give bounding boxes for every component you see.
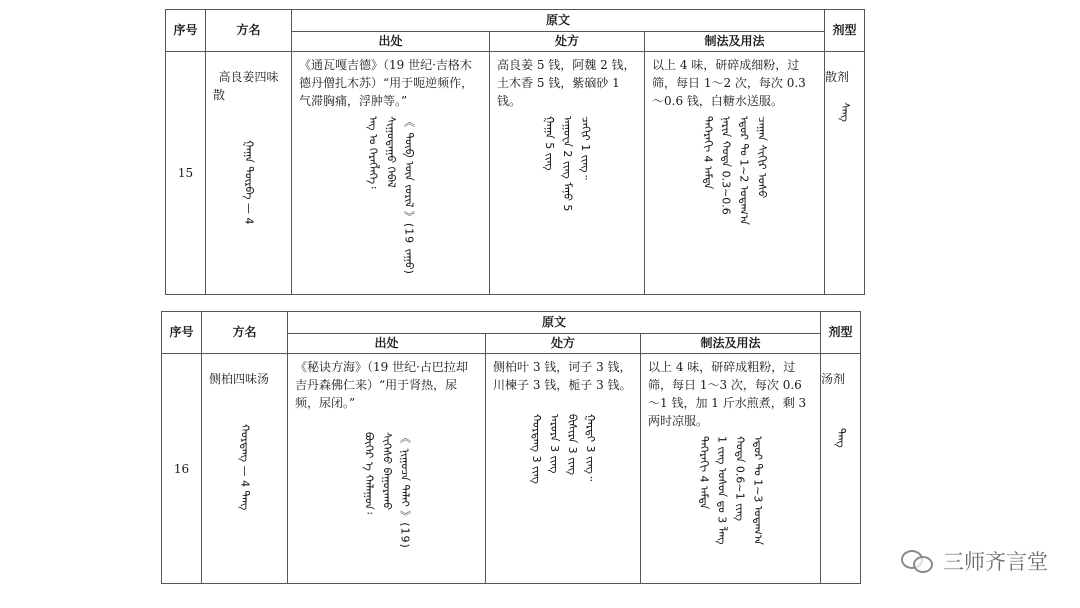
- header-index: 序号: [162, 312, 202, 354]
- source-cn: 《秘诀方海》（19 世纪·占巴拉却吉丹森佛仁来）“用于肾热，尿频，尿闭。”: [295, 360, 468, 410]
- cell-name: [202, 354, 288, 584]
- cell-source: [288, 354, 486, 584]
- header-form: 剂型: [821, 312, 861, 354]
- header-method: 制法及用法: [645, 32, 825, 52]
- cell-name: [206, 52, 292, 295]
- cell-form: [821, 354, 861, 584]
- cell-index: [166, 52, 206, 295]
- formula-table-16: [161, 311, 861, 584]
- index-text: 15: [177, 166, 194, 180]
- header-source: 出处: [292, 32, 490, 52]
- header-index: 序号: [166, 10, 206, 52]
- source-mongolian: ᠡᠩ ᠤ ᠬᠡᠷᠡᠭᠯᠡᠭᠡ᠄ ᠰᠢᠭᠤᠳᠠᠭᠤ ᠬᠡᠪᠡᠯ 《 ᠲᠥᠪ ᠦᠨ ᠵᠤᠷᠢᠯ 》(19 ᠵᠠᠭᠤ): [366, 116, 416, 275]
- cell-prescription: [486, 354, 641, 584]
- method-cn: 以上 4 味，研碎成粗粉，过筛，每日 1～3 次，每次 0.6～1 钱，加 1 斤水煎煮，剩 3 两时凉服。: [648, 360, 807, 428]
- cell-prescription: [490, 52, 645, 295]
- form-mongolian: ᠰᠠᠩ: [838, 102, 852, 122]
- formula-table-15: [165, 9, 865, 295]
- index-text: 16: [173, 461, 190, 476]
- name-cn: 侧柏四味汤: [209, 372, 270, 386]
- header-source: 出处: [288, 334, 486, 354]
- name-mongolian: ᠭᠠᠭᠠ ᠳᠥᠷᠪᠡ — 4: [242, 140, 256, 225]
- source-cn: 《通瓦嘎吉德》（19 世纪·吉格木德丹僧扎木苏）“用于呃逆频作，气滞胸痛，浮肿等。”: [299, 58, 474, 108]
- header-original: 原文: [292, 10, 825, 32]
- header-prescription: 处方: [490, 32, 645, 52]
- form-cn: 散剂: [825, 70, 850, 84]
- header-prescription: 处方: [486, 334, 641, 354]
- header-name: 方名: [202, 312, 288, 354]
- method-mongolian: ᠳᠡᠭᠡᠷᠡᠬᠢ 4 ᠠᠮᠲᠠ 1 ᠵᠢᠩ ᠤᠰᠤᠨ ᠳᠤ 3 ᠯᠠᠩ ᠬᠤᠲᠠ 0.6~1 ᠵᠢᠩ ᠡᠳᠦᠷ ᠲᠤ 1~3 ᠤᠳᠠᠭ᠎ᠠ: [697, 436, 765, 545]
- name-mongolian: ᠬᠤᠷᠳᠠᠩ — 4 ᠲᠠᠩ: [238, 424, 252, 511]
- name-cn: 高良姜四味散: [213, 70, 279, 102]
- header-original: 原文: [288, 312, 821, 334]
- prescription-cn: 高良姜 5 钱，阿魏 2 钱，土木香 5 钱，紫硇砂 1 钱。: [497, 58, 636, 108]
- source-mongolian: ᠪᠥᠭᠡᠷ ᠡ ᠬᠠᠯᠠᠭᠤᠨ᠄ ᠰᠢᠭᠡᠰᠦ ᠪᠠᠭᠤᠷᠠᠬᠤ 《 ᠨᠢᠭᠤᠴᠠ ᠳᠠᠯᠠᠢ 》(19): [362, 432, 412, 549]
- method-mongolian: ᠳᠡᠭᠡᠷᠡᠬᠢ 4 ᠠᠮᠲᠠ ᠨᠠᠷᠢᠨ ᠬᠤᠲᠠ 0.3~0.6 ᠡᠳᠦᠷ ᠲᠤ 1~2 ᠤᠳᠠᠭ᠎ᠠ ᠴᠠᠭᠠᠨ ᠰᠢᠬᠢᠷ ᠤᠰᠤ: [701, 116, 769, 225]
- method-cn: 以上 4 味，研碎成细粉，过筛，每日 1～2 次，每次 0.3～0.6 钱，白糖水送服。: [652, 58, 806, 108]
- header-name: 方名: [206, 10, 292, 52]
- header-form: 剂型: [825, 10, 865, 52]
- cell-index: [162, 354, 202, 584]
- form-cn: 汤剂: [821, 372, 846, 386]
- prescription-mongolian: ᠬᠤᠷᠳᠠᠩ 3 ᠵᠢᠩ ᠠᠷᠤᠷᠠ 3 ᠵᠢᠩ ᠪᠢᠰᠢᠷᠠ 3 ᠵᠢᠩ ᠭᠠᠷᠳᠢ 3 ᠵᠢᠩ᠃: [530, 414, 597, 484]
- watermark-text: 三师齐言堂: [943, 550, 1048, 574]
- cell-form: [825, 52, 865, 295]
- cell-source: [292, 52, 490, 295]
- header-method: 制法及用法: [641, 334, 821, 354]
- form-mongolian: ᠲᠠᠩ: [834, 428, 848, 448]
- cell-method: [645, 52, 825, 295]
- wechat-icon: [901, 548, 935, 574]
- prescription-mongolian: ᠭᠠᠭᠠ 5 ᠵᠢᠩ ᠠᠭᠤᠸᠠ 2 ᠵᠢᠩ ᠮᠠᠨᠤ 5 ᠴᠡᠬᠢᠷ 1 ᠵᠢᠩ᠃: [543, 116, 592, 212]
- cell-method: [641, 354, 821, 584]
- watermark: [901, 546, 1048, 576]
- prescription-cn: 侧柏叶 3 钱，诃子 3 钱，川楝子 3 钱，栀子 3 钱。: [493, 360, 632, 392]
